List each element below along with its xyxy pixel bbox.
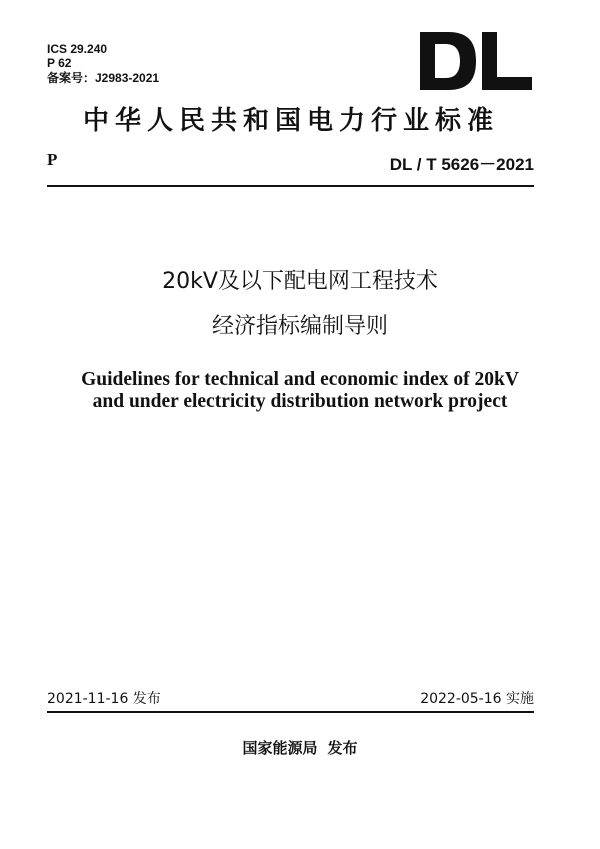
top-divider	[47, 185, 534, 187]
title-en-line-1: Guidelines for technical and economic index of 20kV	[81, 369, 519, 390]
standard-type-heading: 中华人民共和国电力行业标准	[82, 106, 499, 136]
issue-date: 2021-11-16 发布	[47, 691, 161, 707]
title-cn-line-2: 经济指标编制导则	[211, 314, 388, 339]
ccs-letter: P	[47, 150, 58, 169]
implementation-date: 2022-05-16 实施	[420, 691, 534, 707]
publisher	[0, 737, 600, 758]
standard-number: DL / T 5626－2021	[389, 155, 534, 174]
publisher-name: 国家能源局	[242, 739, 318, 757]
publisher-suffix: 发布	[327, 739, 358, 757]
ccs-code: P 62	[47, 56, 72, 70]
record-number: 备案号：J2983-2021	[47, 71, 160, 85]
title-cn-line-1: 20kV及以下配电网工程技术	[162, 269, 438, 294]
title-en-line-2: and under electricity distribution network project	[92, 391, 508, 412]
ics-code: ICS 29.240	[47, 42, 108, 56]
bottom-divider	[47, 711, 534, 713]
dl-logo	[420, 32, 532, 90]
